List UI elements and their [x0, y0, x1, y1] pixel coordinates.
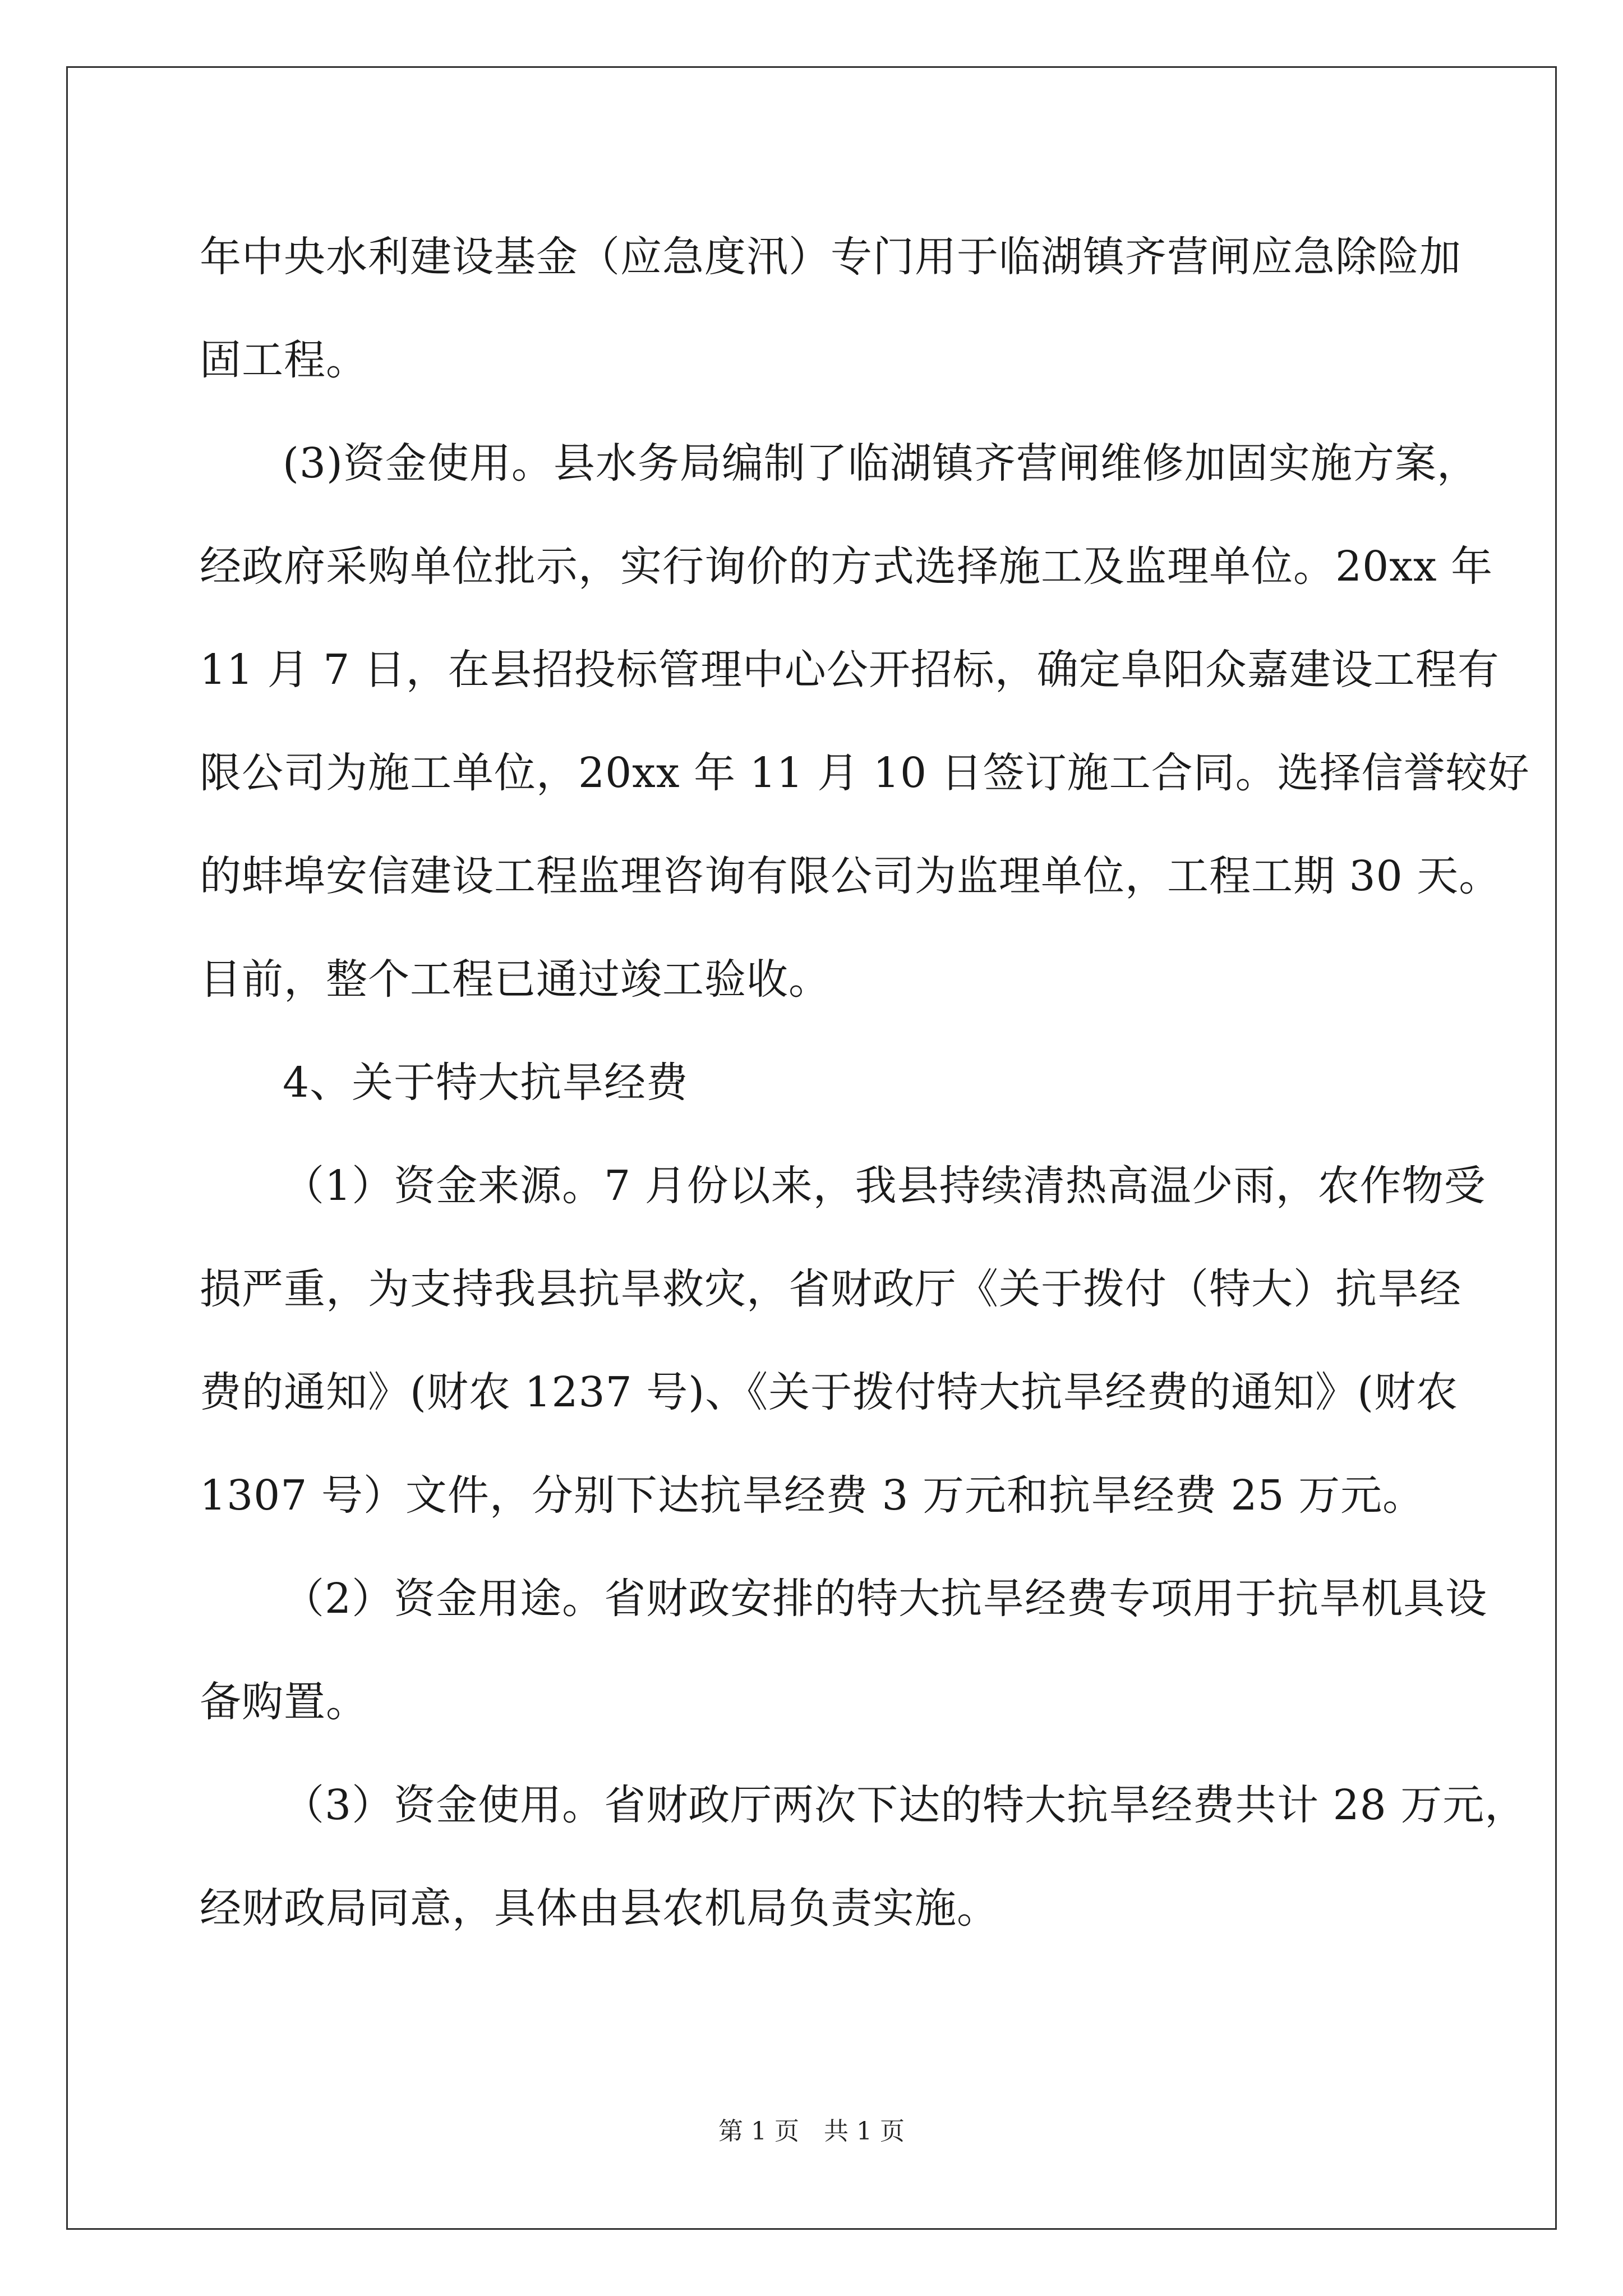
text-line: 费的通知》(财农 1237 号)、《关于拨付特大抗旱经费的通知》(财农	[200, 1368, 1458, 1416]
text-line: （3）资金使用。省财政厅两次下达的特大抗旱经费共计 28 万元，	[283, 1781, 1527, 1829]
text-line: 经财政局同意，具体由县农机局负责实施。	[200, 1884, 999, 1932]
section-heading: 4、关于特大抗旱经费	[283, 1059, 689, 1107]
page-number-footer: 第 1 页 共 1 页	[718, 2117, 905, 2146]
text-line: 限公司为施工单位，20xx 年 11 月 10 日签订施工合同。选择信誉较好	[200, 749, 1530, 797]
text-line: （2）资金用途。省财政安排的特大抗旱经费专项用于抗旱机具设	[283, 1575, 1488, 1623]
text-line: 年中央水利建设基金（应急度汛）专门用于临湖镇齐营闸应急除险加	[200, 233, 1461, 281]
text-line: 损严重，为支持我县抗旱救灾，省财政厅《关于拨付（特大）抗旱经	[200, 1265, 1461, 1313]
text-line: 11 月 7 日，在县招投标管理中心公开招标，确定阜阳众嘉建设工程有	[200, 646, 1500, 694]
text-line: 目前，整个工程已通过竣工验收。	[200, 955, 831, 1004]
text-line: 固工程。	[200, 336, 368, 384]
text-line: 备购置。	[200, 1678, 368, 1726]
text-line: 的蚌埠安信建设工程监理咨询有限公司为监理单位，工程工期 30 天。	[200, 852, 1501, 900]
text-line: (3)资金使用。县水务局编制了临湖镇齐营闸维修加固实施方案，	[283, 439, 1479, 487]
text-line: 经政府采购单位批示，实行询价的方式选择施工及监理单位。20xx 年	[200, 542, 1493, 591]
document-body	[200, 205, 1530, 1960]
text-line: 1307 号）文件，分别下达抗旱经费 3 万元和抗旱经费 25 万元。	[200, 1471, 1425, 1520]
text-line: （1）资金来源。7 月份以来，我县持续清热高温少雨，农作物受	[283, 1162, 1486, 1210]
